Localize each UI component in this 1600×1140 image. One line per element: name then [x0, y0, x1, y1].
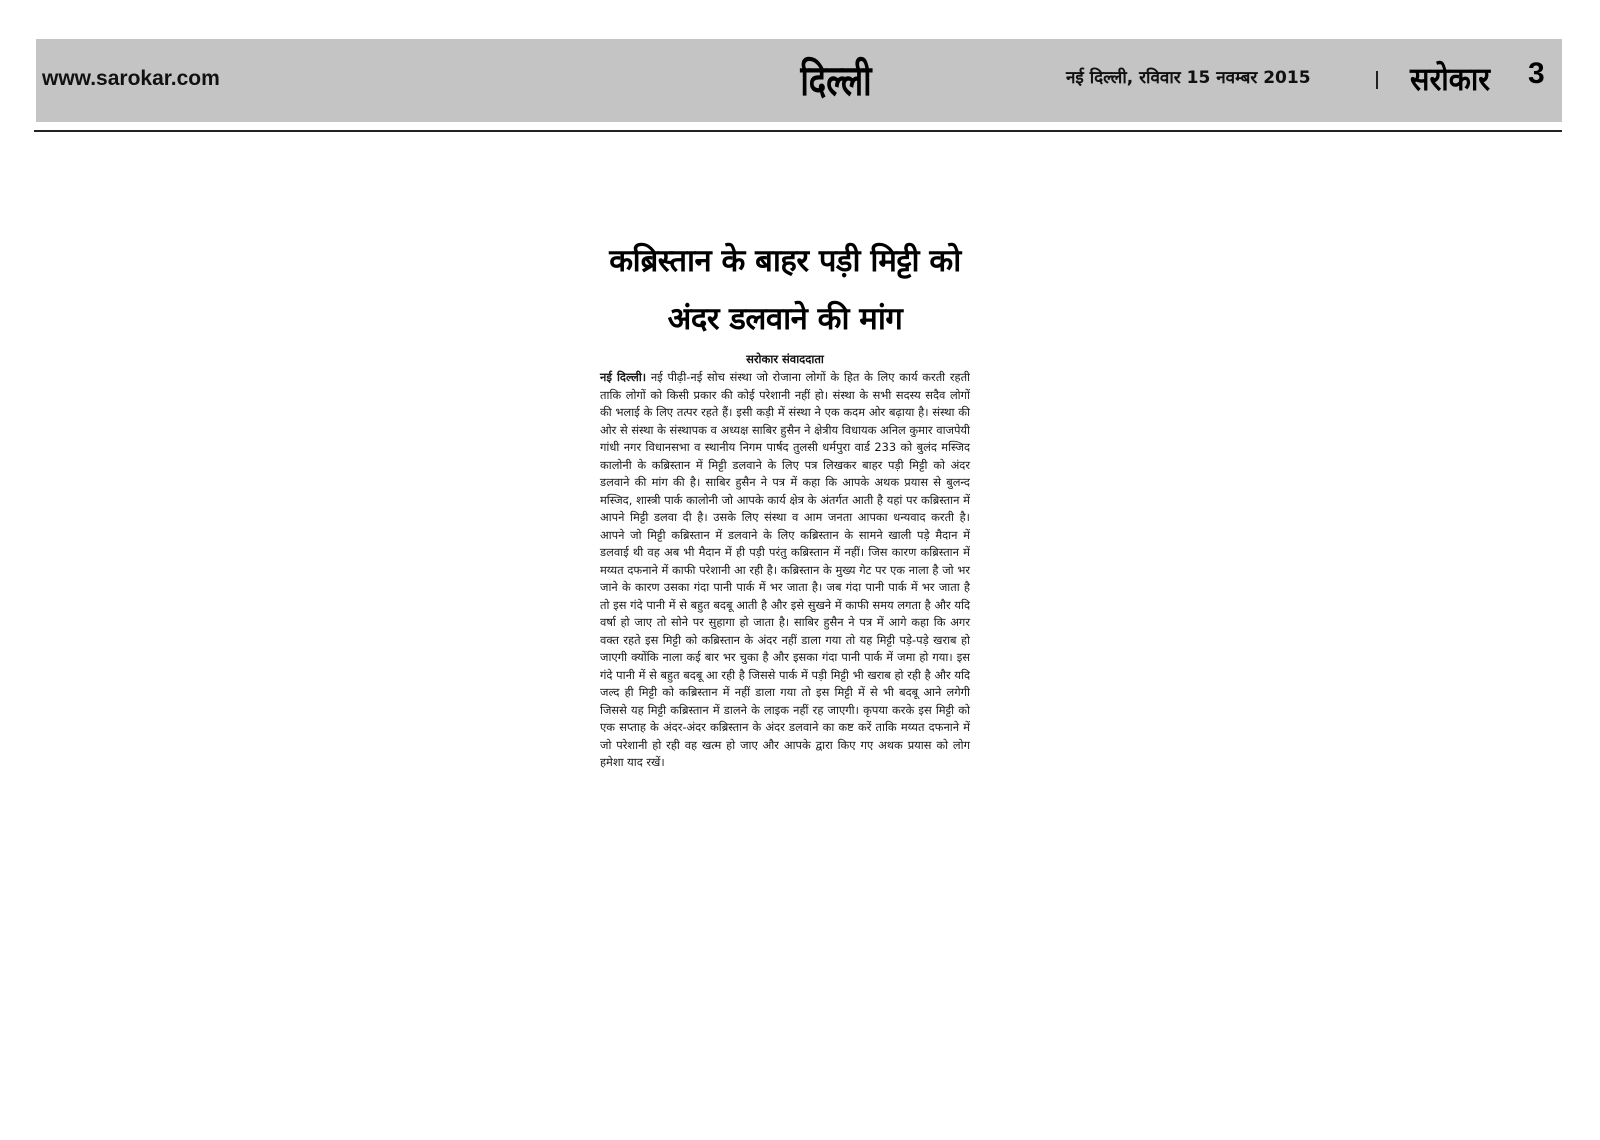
article-headline: कब्रिस्तान के बाहर पड़ी मिट्टी को अंदर डलवाने की मांग [609, 243, 961, 337]
article-place: नई दिल्ली। [600, 370, 647, 384]
site-url: www.sarokar.com [42, 67, 220, 90]
dateline: नई दिल्ली, रविवार 15 नवम्बर 2015 [1066, 68, 1311, 88]
page-number: 3 [1528, 57, 1545, 90]
header-rule [34, 130, 1562, 132]
article-body-text: नई पीढ़ी-नई सोच संस्था जो रोजाना लोगों के हित के लिए कार्य करती रहती ताकि लोगों को किसी प्रकार की कोई परेशानी नहीं हो। संस्था के सभी सदस्य सदैव लोगों की भलाई के लिए तत्पर रहते हैं। इसी कड़ी में संस्था ने एक कदम ओर बढ़ाया है। संस्था की ओर से संस्था के संस्थापक व अध्यक्ष साबिर हुसैन ने क्षेत्रीय विधायक अनिल कुमार वाजपेयी गांधी नगर विधानसभा व स्थानीय निगम पार्षद तुलसी धर्मपुरा वार्ड 233 को बुलंद मस्जिद कालोनी के कब्रिस्तान में मिट्टी डलवाने के लिए पत्र लिखकर बाहर पड़ी मिट्टी को अंदर डलवाने की मांग की है। साबिर हुसैन ने पत्र में कहा कि आपके अथक प्रयास से बुलन्द मस्जिद, शास्त्री पार्क कालोनी जो आपके कार्य क्षेत्र के अंतर्गत आती है यहां पर कब्रिस्तान में आपने मिट्टी डलवा दी है। उसके लिए संस्था व आम जनता आपका धन्यवाद करती है। आपने जो मिट्टी कब्रिस्तान में डलवाने के लिए कब्रिस्तान के सामने खाली पड़े मैदान में डलवाई थी वह अब भी मैदान में ही पड़ी परंतु कब्रिस्तान में नहीं। जिस कारण कब्रिस्तान में मय्यत दफनाने में काफी परेशानी आ रही है। कब्रिस्तान के मुख्य गेट पर एक नाला है जो भर जाने के कारण उसका गंदा पानी पार्क में भर जाता है। जब गंदा पानी पार्क में भर जाता है तो इस गंदे पानी में से बहुत बदबू आती है और इसे सुखने में काफी समय लगता है और यदि वर्षा हो जाए तो सोने पर सुहागा हो जाता है। साबिर हुसैन ने पत्र में आगे कहा कि अगर वक्त रहते इस मिट्टी को कब्रिस्तान के अंदर नहीं डाला गया तो यह मिट्टी पड़े-पड़े खराब हो जाएगी क्योंकि नाला कई बार भर चुका है और इसका गंदा पानी पार्क में जमा हो गया। इस गंदे पानी में से बहुत बदबू आ रही है जिससे पार्क में पड़ी मिट्टी भी खराब हो रही है और यदि जल्द ही मिट्टी को कब्रिस्तान में नहीं डाला गया तो इस मिट्टी में से भी बदबू आने लगेगी जिससे यह मिट्टी कब्रिस्तान में डालने के लाइक नहीं रह जाएगी। कृपया करके इस मिट्टी को एक सप्ताह के अंदर-अंदर कब्रिस्तान के अंदर डलवाने का कष्ट करें ताकि मय्यत दफनाने में जो परेशानी हो रही वह खत्म हो जाए और आपके द्वारा किए गए अथक प्रयास को लोग हमेशा याद रखें। [600, 370, 971, 769]
article-body [600, 369, 970, 772]
masthead-bar [36, 39, 1562, 122]
newspaper-name: सरोकार [1410, 60, 1491, 98]
news-article [600, 232, 970, 772]
edition-city-title: दिल्ली [800, 56, 872, 105]
masthead-separator [1376, 71, 1378, 89]
article-byline: सरोकार संवाददाता [746, 352, 824, 366]
